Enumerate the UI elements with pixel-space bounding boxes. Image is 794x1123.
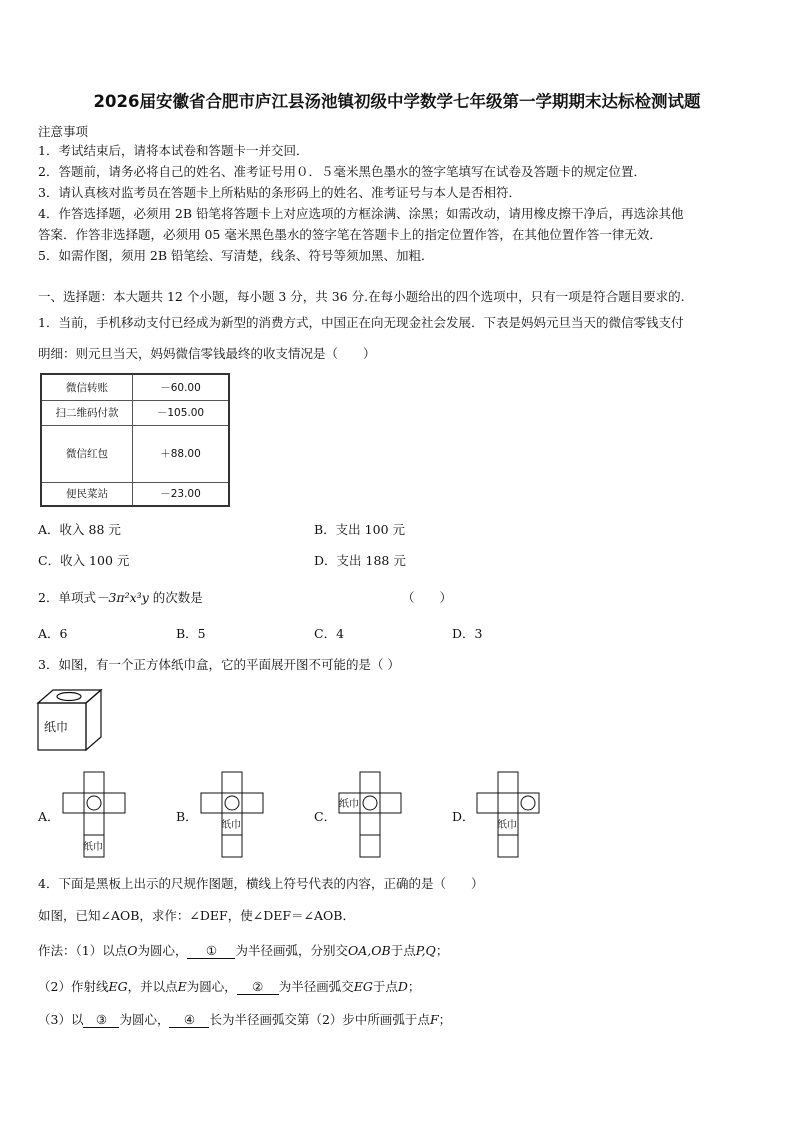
option-c: C． [314, 809, 337, 824]
question-4-given: 如图，已知∠AOB，求作：∠DEF，使∠DEF＝∠AOB． [38, 908, 355, 923]
net-option-d [476, 771, 556, 859]
table-row [41, 374, 229, 400]
table-cell: －60.00 [133, 374, 230, 400]
notice-item: 3．请认真核对监考员在答题卡上所粘贴的条形码上的姓名、准考证号与本人是否相符． [38, 185, 521, 200]
answer-paren: （ ） [402, 590, 453, 605]
option-c: C．4 [314, 626, 345, 641]
table-row [41, 425, 229, 482]
construction-step-3 [38, 1010, 451, 1028]
net-label: 纸巾 [497, 820, 517, 831]
box-label: 纸巾 [44, 720, 69, 734]
table-cell: 微信红包 [41, 425, 133, 482]
net-label: 纸巾 [221, 820, 241, 831]
question-2-text [38, 588, 203, 606]
net-option-b [200, 771, 280, 859]
construction-step-1 [38, 941, 448, 959]
ray-label: OA,OB [348, 943, 391, 958]
step-text: 作法：（1）以点 [38, 943, 128, 958]
step-text: ； [407, 979, 421, 994]
blank-4: ④ [169, 1012, 209, 1028]
step-text: 为半径画弧，分别交 [235, 943, 348, 958]
notice-item: 4．作答选择题，必须用 2B 铅笔将答题卡上对应选项的方框涂满、涂黑；如需改动，请用橡皮擦干净后，再选涂其他 [38, 206, 684, 221]
blank-1: ① [187, 943, 235, 959]
notice-item: 答案．作答非选择题，必须用 05 毫米黑色墨水的签字笔在答题卡上的指定位置作答，在其他位置作答一律无效． [38, 227, 662, 242]
question-1-text: 1．当前，手机移动支付已经成为新型的消费方式，中国正在向无现金社会发展．下表是妈妈元旦当天的微信零钱支付 [38, 315, 684, 330]
step-text: ； [435, 943, 449, 958]
net-label: 纸巾 [339, 799, 359, 810]
question-3-text: 3．如图，有一个正方体纸巾盒，它的平面展开图不可能的是（ ） [38, 657, 400, 672]
ray-label: EG [353, 979, 373, 994]
step-text: 为圆心， [186, 979, 237, 994]
tissue-box-figure [36, 688, 106, 754]
net-label: 纸巾 [83, 842, 103, 853]
notice-item: 1．考试结束后，请将本试卷和答题卡一并交回． [38, 143, 309, 158]
net-option-a [62, 771, 142, 859]
page-title: 2026届安徽省合肥市庐江县汤池镇初级中学数学七年级第一学期期末达标检测试题 [93, 92, 701, 111]
option-c: C．收入 100 元 [38, 553, 130, 568]
monomial-expression: －3π²x³y [95, 590, 149, 605]
question-1-text: 明细：则元旦当天，妈妈微信零钱最终的收支情况是（ ） [38, 346, 376, 361]
question-4-text: 4．下面是黑板上出示的尺规作图题，横线上符号代表的内容，正确的是（ ） [38, 876, 484, 891]
net-option-c [338, 771, 418, 859]
notice-item: 5．如需作图，须用 2B 铅笔绘、写清楚，线条、符号等须加黑、加粗． [38, 248, 434, 263]
step-text: ，并以点 [127, 979, 178, 994]
notice-heading: 注意事项 [38, 124, 89, 139]
step-text: 为圆心， [119, 1012, 170, 1027]
step-text: 为半径画弧交 [278, 979, 354, 994]
step-text: 为圆心， [137, 943, 188, 958]
point-label: O [127, 943, 138, 958]
table-cell: ＋88.00 [133, 425, 230, 482]
blank-3: ③ [83, 1012, 119, 1028]
point-label: P,Q [415, 943, 436, 958]
step-text: （2）作射线 [38, 979, 109, 994]
point-label: D [397, 979, 408, 994]
option-a: A．6 [38, 626, 68, 641]
table-cell: 微信转账 [41, 374, 133, 400]
section-heading: 一、选择题：本大题共 12 个小题，每小题 3 分，共 36 分.在每小题给出的四个选项中，只有一项是符合题目要求的. [38, 289, 685, 304]
option-d: D． [452, 809, 475, 824]
step-text: 于点 [390, 943, 416, 958]
step-text: 长为半径画弧交第（2）步中所画弧于点 [209, 1012, 430, 1027]
question-2-suffix: 的次数是 [148, 590, 203, 605]
step-text: ； [438, 1012, 452, 1027]
point-label: E [177, 979, 187, 994]
table-row [41, 400, 229, 425]
table-cell: －105.00 [133, 400, 230, 425]
option-b: B． [176, 809, 198, 824]
step-text: 于点 [372, 979, 398, 994]
option-a: A．收入 88 元 [38, 522, 121, 537]
construction-step-2 [38, 977, 420, 995]
option-b: B．支出 100 元 [314, 522, 405, 537]
question-2-prefix: 2．单项式 [38, 590, 96, 605]
option-d: D．3 [452, 626, 483, 641]
option-b: B．5 [176, 626, 206, 641]
point-label: F [429, 1012, 439, 1027]
table-cell: 便民菜站 [41, 482, 133, 506]
option-d: D．支出 188 元 [314, 553, 406, 568]
payment-table [40, 373, 230, 507]
blank-2: ② [237, 979, 279, 995]
step-text: （3）以 [38, 1012, 84, 1027]
table-row [41, 482, 229, 506]
table-cell: －23.00 [133, 482, 230, 506]
notice-item: 2．答题前，请务必将自己的姓名、准考证号用０．５毫米黑色墨水的签字笔填写在试卷及答题卡的规定位置． [38, 164, 646, 179]
option-a: A． [38, 809, 60, 824]
ray-label: EG [108, 979, 128, 994]
table-cell: 扫二维码付款 [41, 400, 133, 425]
